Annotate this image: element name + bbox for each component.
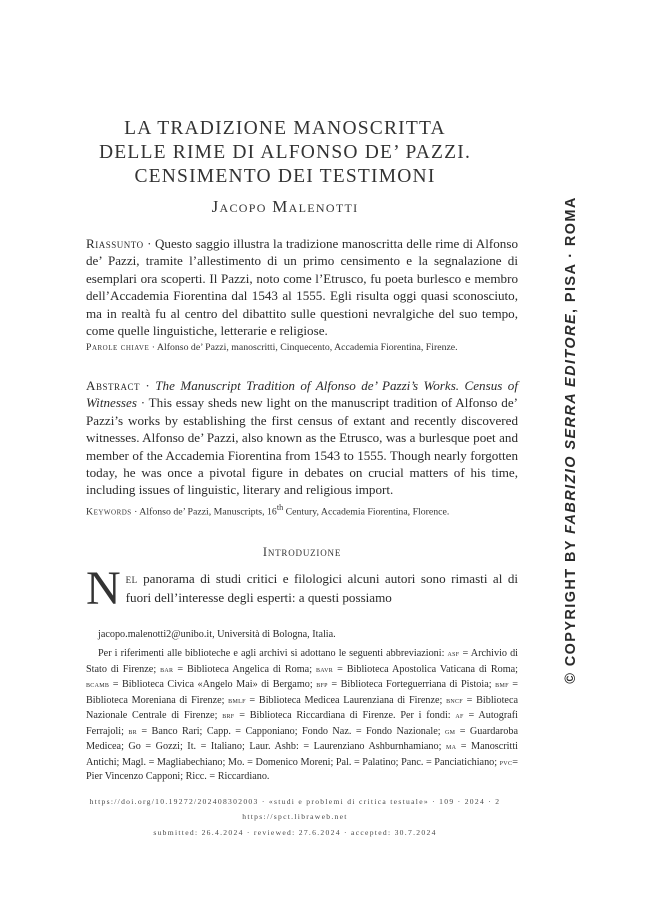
library-abbr: bncf	[446, 694, 463, 705]
fondo-abbr: br	[128, 725, 137, 736]
abstract-text: · This essay sheds new light on the manuscript tradition of Alfonso de’ Pazzi’s works by establishing the first census of extant and recently discovered witnesses. Alfonso de’ Pazzi, also known as the Etrusco, was a burlesque poet and member of the Accademia Fiorentina from 1543 to 1555. Though nearly forgotten today, he was once a pivotal figure in debates on crucial matters of his time, including issues of linguistic, literary and religious import.	[86, 395, 518, 498]
parole-chiave-text: · Alfonso de’ Pazzi, manoscritti, Cinquecento, Accademia Fiorentina, Firenze.	[149, 342, 458, 354]
article-title	[90, 117, 480, 189]
abstract-separator: ·	[139, 378, 156, 393]
author-name: Jacopo Malenotti	[211, 197, 359, 216]
footnote-contact: jacopo.malenotti2@unibo.it, Università di Bologna, Italia.	[98, 629, 336, 640]
library-desc: = Biblioteca Apostolica Vaticana di Roma;	[333, 663, 518, 675]
library-desc: = Biblioteca Angelica di Roma;	[173, 663, 316, 675]
fondi-intro: Per i fondi:	[400, 710, 456, 721]
section-heading: Introduzione	[262, 545, 342, 559]
fondo-abbr: gm	[445, 725, 456, 736]
copyright-icon: ©	[563, 671, 579, 684]
drop-cap: N	[86, 562, 121, 615]
library-desc: = Biblioteca Forteguerriana di Pistoia;	[327, 679, 496, 690]
fondo-abbr: pvc	[499, 756, 513, 767]
library-desc: = Biblioteca Nazionale Centrale di Firenze;	[86, 694, 518, 721]
keywords-superscript: th	[276, 502, 284, 512]
intro-paragraph	[86, 562, 518, 615]
keywords	[86, 501, 518, 518]
intro-smallcaps: el	[125, 571, 138, 586]
copyright-text: COPYRIGHT BY	[563, 533, 579, 672]
website-url: https://spct.libraweb.net	[242, 812, 348, 821]
fondo-desc: = Autografi Ferrajoli;	[86, 710, 518, 737]
riassunto-separator: ·	[143, 236, 155, 251]
keywords-text-after: Century, Accademia Fiorentina, Florence.	[283, 506, 450, 518]
keywords-label: Keywords	[86, 506, 132, 518]
title-line-2: DELLE RIME DI ALFONSO DE’ PAZZI.	[98, 142, 472, 163]
riassunto-text: Questo saggio illustra la tradizione manoscritta delle rime di Alfonso de’ Pazzi, tramite l’allestimento di un primo censimento e la segnalazione di esemplari ora scoperti. Il Pazzi, noto come l’Etrusco, fu poeta burlesco e membro dell’Accademia Fiorentina dal 1543 al 1555. Egli risulta oggi quasi sconosciuto, ma in realtà fu al centro del dibattito sulle questioni nevralgiche del suo tempo, come quelle linguistiche, letterarie e religiose.	[86, 236, 518, 339]
library-abbr: bcamb	[86, 679, 110, 689]
library-abbr: bavr	[316, 663, 334, 674]
parole-chiave	[86, 341, 518, 354]
library-abbr: bmlf	[228, 694, 246, 705]
title-line-3: CENSIMENTO DEI TESTIMONI	[134, 166, 436, 187]
abstract-block	[86, 377, 518, 518]
submission-dates: submitted: 26.4.2024 · reviewed: 27.6.2024 · accepted: 30.7.2024	[153, 828, 437, 837]
copyright-sidebar	[563, 196, 579, 684]
intro-text: panorama di studi critici e filologici alcuni autori sono rimasti al di fuori dell’interesse degli esperti: a questi possiamo	[125, 571, 518, 605]
library-desc: = Biblioteca Civica «Angelo Mai» di Bergamo;	[109, 679, 317, 690]
title-line-1: LA TRADIZIONE MANOSCRITTA	[124, 118, 446, 139]
library-desc: = Biblioteca Moreniana di Firenze;	[86, 679, 519, 706]
keywords-text-before: · Alfonso de’ Pazzi, Manuscripts, 16	[131, 506, 277, 518]
library-abbr: bar	[160, 663, 174, 674]
library-desc: = Biblioteca Medicea Laurenziana di Firenze;	[245, 694, 447, 706]
footnote-abbreviations	[86, 646, 518, 785]
library-abbr: bfp	[316, 679, 328, 689]
fondo-desc: = Manoscritti Antichi; Magl. = Magliabechiano; Mo. = Domenico Moreni; Pal. = Palatino; Panc. = Panciatichiano;	[86, 741, 518, 768]
abstract-label: Abstract	[86, 378, 140, 393]
fondo-abbr: af	[455, 710, 464, 720]
fondo-desc: = Banco Rari; Capp. = Capponiano; Fondo Naz. = Fondo Nazionale;	[136, 725, 446, 737]
riassunto-label: Riassunto	[86, 236, 144, 251]
footnote-intro: Per i riferimenti alle biblioteche e agli archivi si adottano le seguenti abbreviazioni:	[98, 648, 448, 659]
library-abbr: brf	[222, 710, 235, 720]
riassunto-block	[86, 235, 518, 354]
library-desc: = Biblioteca Riccardiana di Firenze.	[234, 710, 401, 721]
fondo-desc: = Pier Vincenzo Capponi; Ricc. = Riccardiano.	[86, 756, 518, 782]
fondo-abbr: ma	[445, 741, 457, 751]
fondo-desc: = Guardaroba Medicea; Go = Gozzi; It. = Italiano; Laur. Ashb: = Laurenziano Ashburnhamiano;	[86, 725, 518, 752]
publisher-location: , PISA · ROMA	[563, 196, 579, 313]
doi-line: https://doi.org/10.19272/202408302003 · «studi e problemi di critica testuale» · 109 · 2024 · 2	[89, 797, 501, 806]
library-abbr: asf	[447, 648, 460, 658]
abstract-title: The Manuscript Tradition of Alfonso de’ Pazzi’s Works. Census of Witnesses	[86, 378, 518, 411]
publisher-name: FABRIZIO SERRA EDITORE	[563, 312, 579, 534]
parole-chiave-label: Parole chiave	[86, 342, 150, 354]
library-abbr: bmf	[495, 679, 509, 689]
library-desc: = Archivio di Stato di Firenze;	[86, 648, 518, 675]
